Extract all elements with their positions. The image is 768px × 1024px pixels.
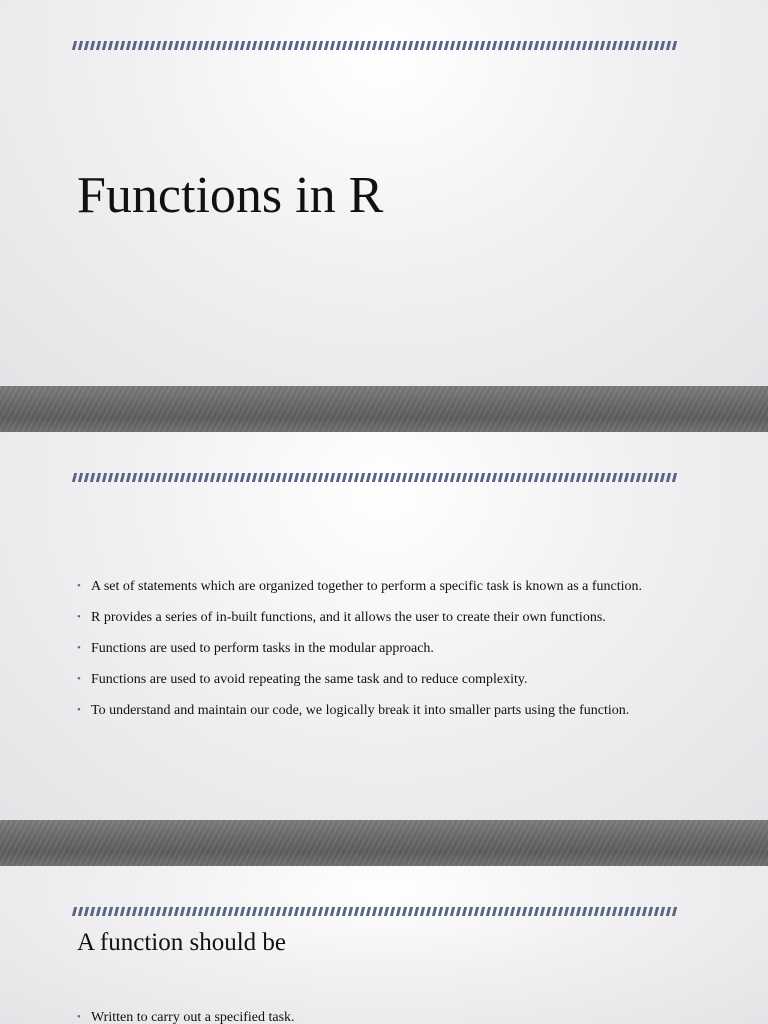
decorative-dash-bar <box>72 41 678 50</box>
decorative-dash-bar <box>72 473 678 482</box>
list-item <box>77 668 677 691</box>
slide-title: Functions in R <box>77 167 384 224</box>
list-item <box>77 575 677 598</box>
list-item <box>77 637 677 660</box>
bullet-text: A set of statements which are organized together to perform a specific task is known as a function. <box>91 579 643 594</box>
bullet-text: R provides a series of in-built functions, and it allows the user to create their own functions. <box>91 610 606 625</box>
slide-title: A function should be <box>77 929 287 956</box>
bullet-icon: • <box>77 580 81 592</box>
slide-divider-band <box>0 386 768 432</box>
slide-divider-band <box>0 820 768 866</box>
title-slide <box>0 0 768 386</box>
list-item <box>77 1006 677 1024</box>
list-item <box>77 606 677 629</box>
content-slide <box>0 866 768 1024</box>
decorative-dash-bar <box>72 907 678 916</box>
bullet-icon: • <box>77 1011 81 1023</box>
list-item <box>77 699 677 722</box>
bullet-list <box>77 1006 677 1024</box>
bullet-text: To understand and maintain our code, we logically break it into smaller parts using the function. <box>91 703 630 718</box>
bullet-list <box>77 575 677 730</box>
bullet-text: Written to carry out a specified task. <box>91 1010 295 1024</box>
content-slide <box>0 432 768 820</box>
bullet-icon: • <box>77 611 81 623</box>
bullet-text: Functions are used to avoid repeating the same task and to reduce complexity. <box>91 672 528 687</box>
bullet-icon: • <box>77 642 81 654</box>
bullet-icon: • <box>77 673 81 685</box>
bullet-text: Functions are used to perform tasks in the modular approach. <box>91 641 434 656</box>
bullet-icon: • <box>77 704 81 716</box>
